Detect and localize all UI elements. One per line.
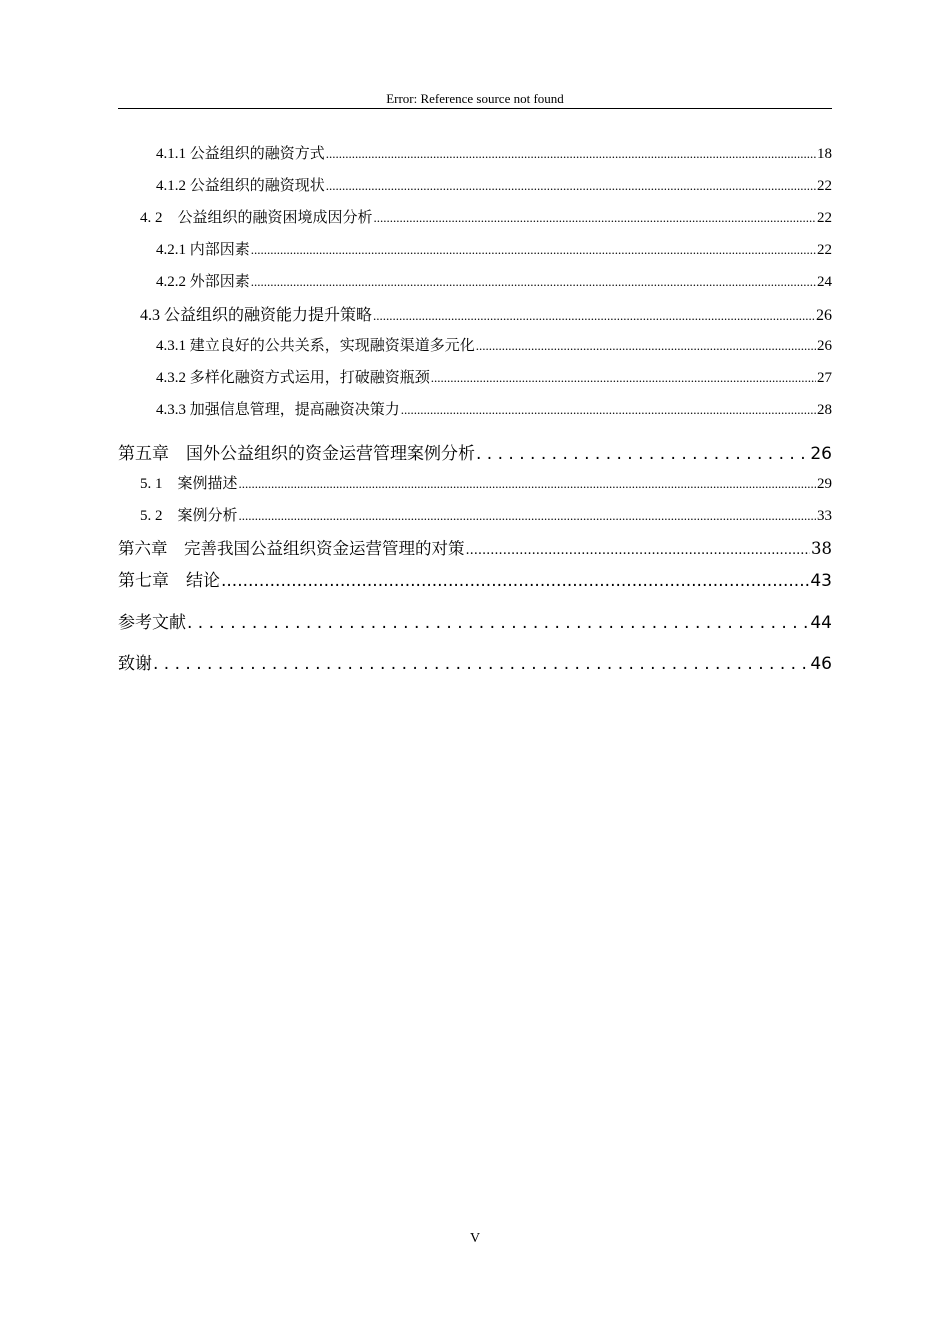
toc-entry-title: 4.3.1 建立良好的公共关系，实现融资渠道多元化 bbox=[156, 338, 475, 354]
toc-page-number: 26 bbox=[816, 307, 832, 324]
toc-entry-title: 5. 2 案例分析 bbox=[140, 508, 238, 524]
toc-entry-title: 参考文献 bbox=[118, 613, 186, 633]
toc-entry[interactable] bbox=[140, 302, 832, 325]
toc-entry-title: 5. 1 案例描述 bbox=[140, 476, 238, 492]
toc-entry[interactable] bbox=[140, 206, 832, 227]
toc-entry[interactable] bbox=[140, 472, 832, 493]
toc-leader bbox=[239, 508, 816, 524]
toc-entry-title: 致谢 bbox=[118, 654, 152, 674]
toc-page-number: 18 bbox=[817, 146, 832, 162]
toc-entry-title: 4.3.3 加强信息管理，提高融资决策力 bbox=[156, 402, 400, 418]
toc-leader bbox=[251, 242, 816, 258]
toc-leader bbox=[476, 338, 816, 354]
toc-entry-title: 4. 2 公益组织的融资困境成因分析 bbox=[140, 210, 373, 226]
toc-entry-chapter[interactable] bbox=[118, 566, 832, 591]
toc-page-number: 43 bbox=[810, 571, 832, 591]
toc-entry-title: 第六章 完善我国公益组织资金运营管理的对策 bbox=[118, 539, 465, 558]
toc-page-number: 27 bbox=[817, 370, 832, 386]
toc-entry-chapter[interactable] bbox=[118, 608, 832, 633]
toc-page-number: 29 bbox=[817, 476, 832, 492]
toc-entry-title: 4.3.2 多样化融资方式运用，打破融资瓶颈 bbox=[156, 370, 430, 386]
toc-leader bbox=[239, 476, 816, 492]
toc-page-number: 22 bbox=[817, 178, 832, 194]
toc-leader bbox=[221, 571, 809, 591]
toc-page-number: 46 bbox=[810, 654, 832, 674]
toc-leader bbox=[153, 654, 809, 674]
toc-entry[interactable] bbox=[156, 334, 832, 355]
toc-leader bbox=[466, 543, 811, 558]
toc-page-number: 38 bbox=[811, 539, 832, 558]
page-header: Error: Reference source not found bbox=[386, 91, 564, 106]
toc-entry[interactable] bbox=[140, 504, 832, 525]
toc-leader bbox=[326, 146, 816, 162]
toc-leader bbox=[251, 274, 816, 290]
toc-entry-title: 4.1.1 公益组织的融资方式 bbox=[156, 146, 325, 162]
toc-page-number: 44 bbox=[810, 613, 832, 633]
toc-leader bbox=[374, 210, 816, 226]
toc-leader bbox=[401, 402, 816, 418]
toc-entry-chapter[interactable] bbox=[118, 649, 832, 674]
toc-entry[interactable] bbox=[156, 174, 832, 195]
toc-page-number: 24 bbox=[817, 274, 832, 290]
toc-leader bbox=[373, 308, 815, 324]
toc-entry[interactable] bbox=[156, 238, 832, 259]
toc-leader bbox=[476, 444, 809, 464]
toc-page-number: 22 bbox=[817, 210, 832, 226]
toc-entry-title: 4.1.2 公益组织的融资现状 bbox=[156, 178, 325, 194]
toc-entry[interactable] bbox=[156, 142, 832, 163]
toc-leader bbox=[431, 370, 816, 386]
toc-entry-title: 4.2.2 外部因素 bbox=[156, 274, 250, 290]
toc-page-number: 33 bbox=[817, 508, 832, 524]
page-number-footer: V bbox=[469, 1231, 481, 1246]
toc-leader bbox=[187, 613, 809, 633]
toc-entry-title: 4.3 公益组织的融资能力提升策略 bbox=[140, 307, 373, 324]
toc-entry[interactable] bbox=[156, 366, 832, 387]
toc-entry[interactable] bbox=[156, 398, 832, 419]
header-rule bbox=[118, 108, 832, 109]
toc-entry-chapter[interactable] bbox=[118, 535, 832, 559]
toc-entry[interactable] bbox=[156, 270, 832, 291]
toc-entry-title: 第七章 结论 bbox=[118, 571, 220, 591]
toc-entry-title: 第五章 国外公益组织的资金运营管理案例分析 bbox=[118, 444, 475, 464]
toc-entry-title: 4.2.1 内部因素 bbox=[156, 242, 250, 258]
toc-page-number: 22 bbox=[817, 242, 832, 258]
toc-leader bbox=[326, 178, 816, 194]
toc-page-number: 28 bbox=[817, 402, 832, 418]
toc-entry-chapter[interactable] bbox=[118, 439, 832, 464]
toc-page-number: 26 bbox=[817, 338, 832, 354]
toc-page-number: 26 bbox=[810, 444, 832, 464]
